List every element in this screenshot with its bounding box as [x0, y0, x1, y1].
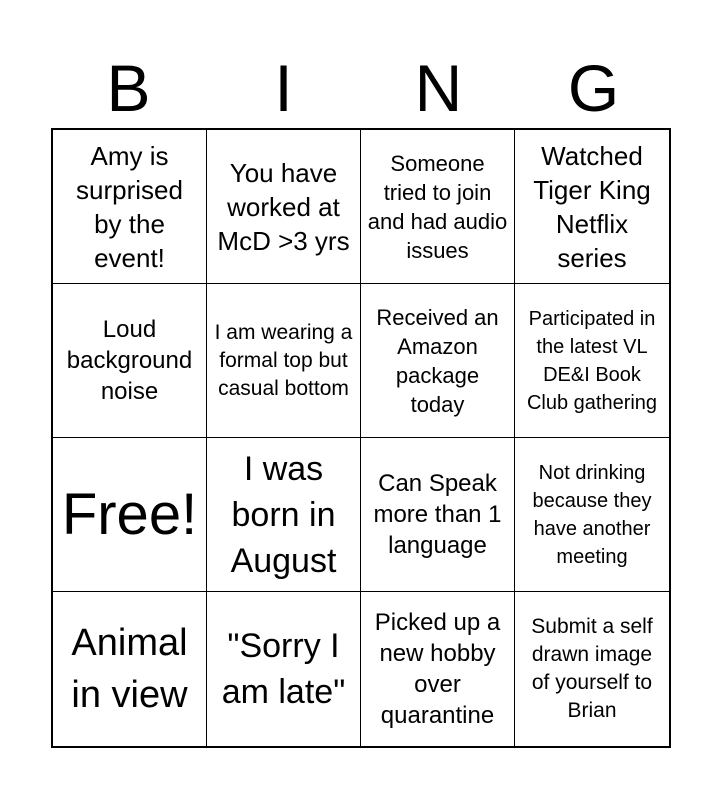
bingo-cell[interactable] [361, 438, 515, 592]
bingo-cell[interactable] [515, 438, 669, 592]
bingo-cell-text: Watched Tiger King Netflix series [533, 140, 651, 273]
header-letter-g: G [567, 51, 620, 125]
bingo-cell-text: Submit a self drawn image of yourself to Brian [531, 615, 653, 722]
header-letter-i: I [274, 51, 293, 125]
bingo-cell-text: Amy is surprised by the event! [76, 140, 183, 273]
bingo-cell[interactable] [53, 130, 207, 284]
bingo-header [51, 52, 671, 124]
bingo-cell-text: Picked up a new hobby over quarantine [374, 609, 501, 729]
bingo-cell-text: Participated in the latest VL DE&I Book Club gathering [526, 307, 658, 414]
bingo-cell-text: Loud background noise [66, 316, 193, 405]
bingo-cell[interactable] [207, 130, 361, 284]
bingo-cell-text: You have worked at McD >3 yrs [217, 157, 350, 256]
bingo-cell-text: Not drinking because they have another meeting [532, 461, 652, 568]
bingo-cell[interactable] [515, 592, 669, 746]
bingo-cell-free[interactable] [53, 438, 207, 592]
bingo-cell[interactable] [515, 130, 669, 284]
bingo-cell-text: I was born in August [230, 449, 337, 580]
bingo-cell-text: I am wearing a formal top but casual bottom [214, 320, 353, 400]
bingo-cell[interactable] [361, 130, 515, 284]
header-letter-n: N [414, 51, 463, 125]
bingo-cell[interactable] [361, 284, 515, 438]
bingo-cell[interactable] [361, 592, 515, 746]
bingo-cell[interactable] [515, 284, 669, 438]
bingo-cell-text: Can Speak more than 1 language [373, 470, 502, 559]
bingo-cell[interactable] [207, 284, 361, 438]
bingo-cell-text: Animal in view [71, 622, 188, 716]
bingo-cell[interactable] [207, 592, 361, 746]
bingo-cell-text: Free! [61, 481, 198, 547]
bingo-board [51, 128, 671, 748]
bingo-cell[interactable] [207, 438, 361, 592]
bingo-cell-text: Received an Amazon package today [376, 304, 499, 417]
bingo-cell[interactable] [53, 284, 207, 438]
bingo-cell-text: Someone tried to join and had audio issues [367, 150, 508, 263]
bingo-cell-text: "Sorry I am late" [221, 627, 346, 711]
header-letter-b: B [106, 51, 151, 125]
bingo-cell[interactable] [53, 592, 207, 746]
